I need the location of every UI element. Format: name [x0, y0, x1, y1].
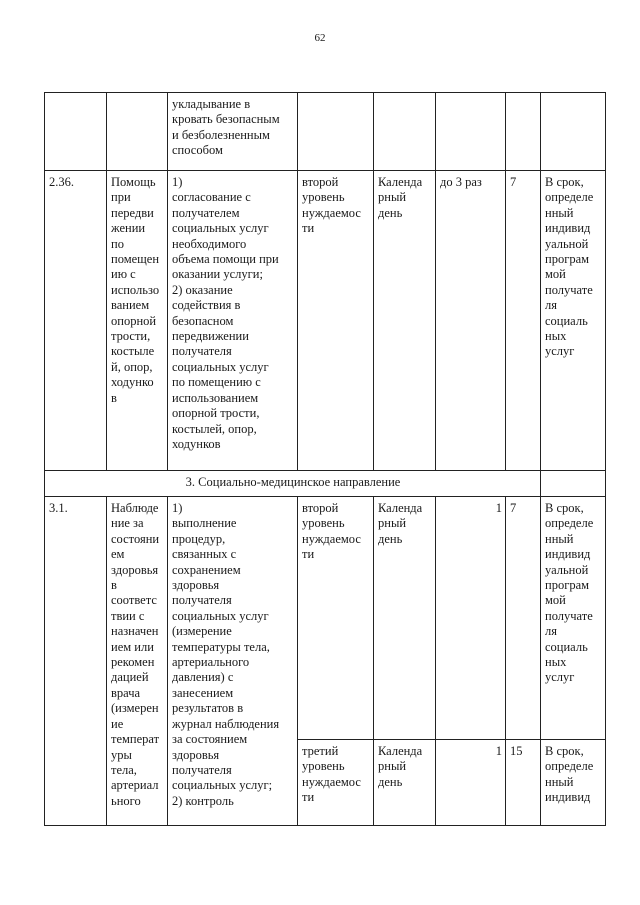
cell-service-content: укладывание в кровать безопасным и безболезненным способом [168, 93, 298, 171]
cell-number: 3.1. [45, 497, 107, 826]
cell-service-content: 1) выполнение процедур, связанных с сохранением здоровья получателя социальных услуг (измерение температуры тела, артериального давления) с занесением результатов в журнал наблюдения за состоянием здоровья получателя социальных услуг; 2) контроль [168, 497, 298, 826]
section-title: 3. Социально-медицинское направление [45, 471, 541, 497]
cell-service-name [107, 93, 168, 171]
cell-term: В срок, определе нный индивид уальной програм мой получате ля социаль ных услуг [541, 171, 606, 471]
cell-need-level: второй уровень нуждаемос ти [298, 497, 374, 740]
services-table [44, 92, 606, 826]
cell-unit [374, 93, 436, 171]
cell-quantity: 1 [436, 740, 506, 826]
cell-quantity [436, 93, 506, 171]
cell-term [541, 93, 606, 171]
cell-unit: Календа рный день [374, 740, 436, 826]
cell-need-level: третий уровень нуждаемос ти [298, 740, 374, 826]
cell-term: В срок, определе нный индивид [541, 740, 606, 826]
table-row [45, 93, 606, 171]
cell-days: 7 [506, 497, 541, 740]
cell-service-name: Наблюде ние за состояни ем здоровья в соответс твии с назначен ием или рекомен дацией врача (измерен ие температ уры тела, артериал ьного [107, 497, 168, 826]
cell-days: 15 [506, 740, 541, 826]
cell-need-level: второй уровень нуждаемос ти [298, 171, 374, 471]
cell-quantity: до 3 раз [436, 171, 506, 471]
cell-days: 7 [506, 171, 541, 471]
cell-unit: Календа рный день [374, 171, 436, 471]
section-header-row [45, 471, 606, 497]
cell-quantity: 1 [436, 497, 506, 740]
cell-number [45, 93, 107, 171]
cell-term [541, 471, 606, 497]
table-row [45, 497, 606, 740]
cell-term: В срок, определе нный индивид уальной програм мой получате ля социаль ных услуг [541, 497, 606, 740]
table-row [45, 171, 606, 471]
cell-service-content: 1) согласование с получателем социальных услуг необходимого объема помощи при оказании услуги; 2) оказание содействия в безопасном передвижении получателя социальных услуг по помещению с использованием опорной трости, костылей, опор, ходунков [168, 171, 298, 471]
page-number: 62 [314, 32, 326, 44]
cell-need-level [298, 93, 374, 171]
cell-service-name: Помощь при передви жении по помещен ию с использо ванием опорной трости, костыле й, опор, ходунко в [107, 171, 168, 471]
cell-unit: Календа рный день [374, 497, 436, 740]
cell-number: 2.36. [45, 171, 107, 471]
cell-days [506, 93, 541, 171]
